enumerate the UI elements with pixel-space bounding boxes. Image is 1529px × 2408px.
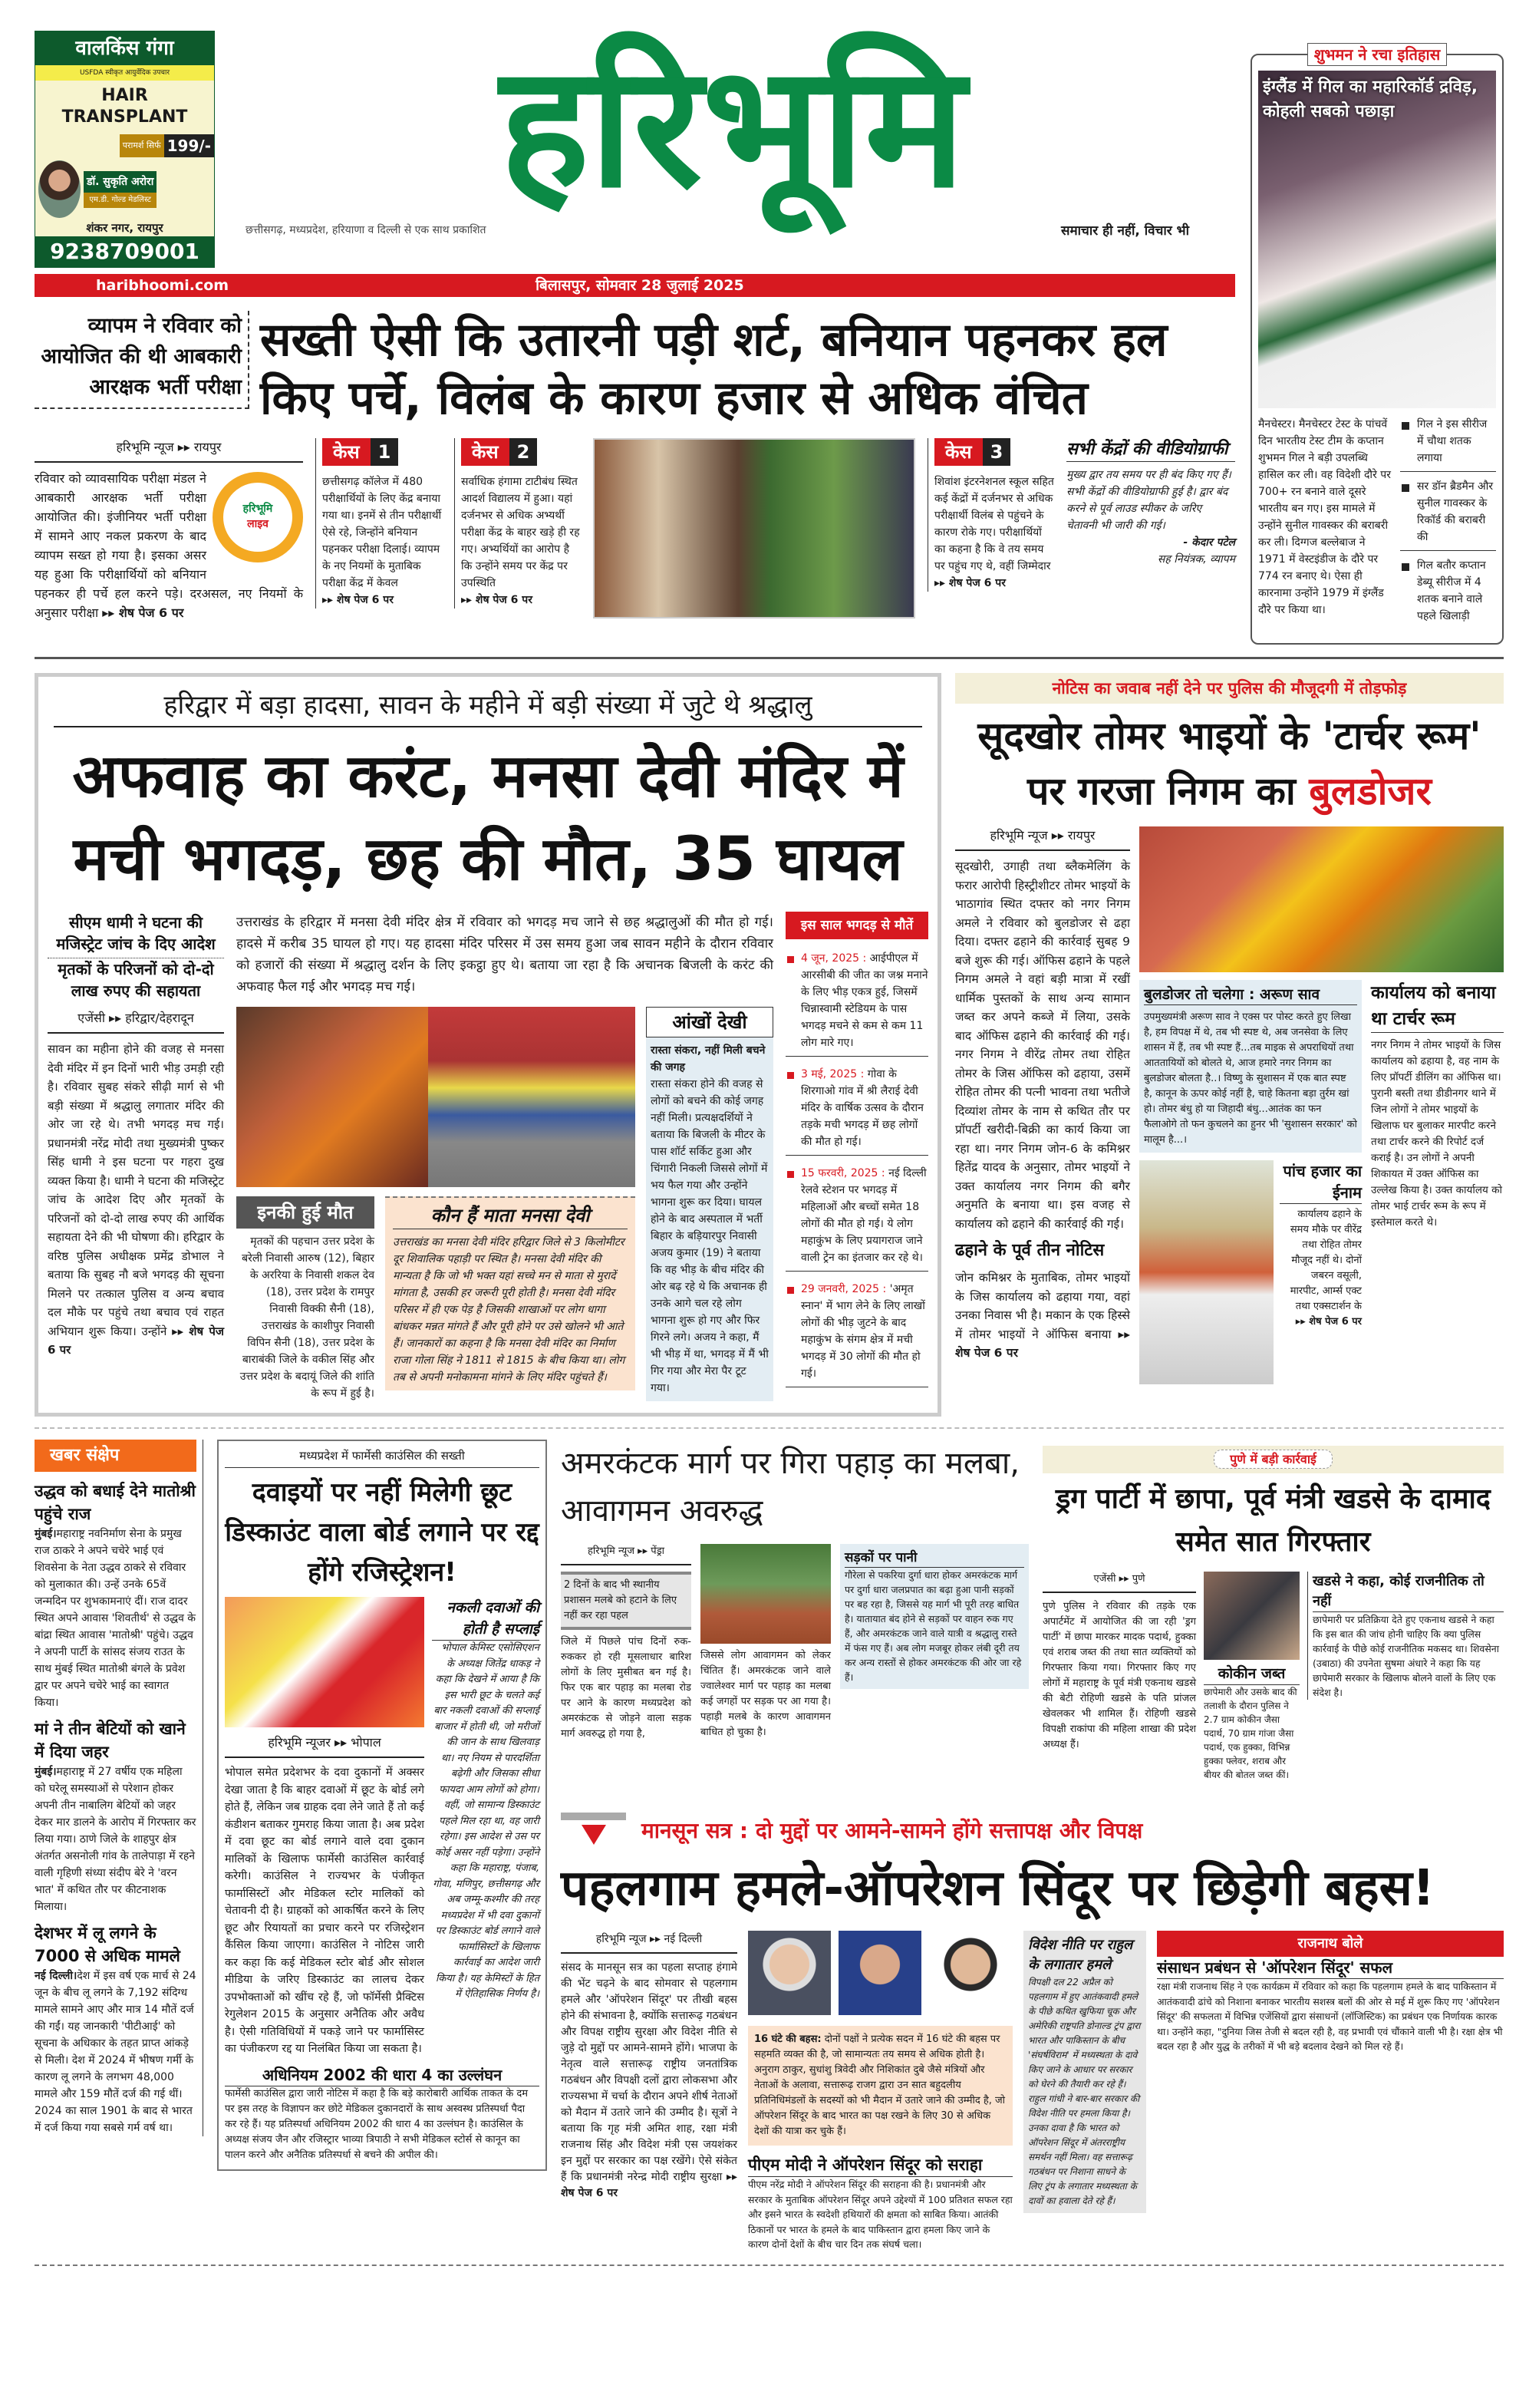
haridwar-story bbox=[35, 673, 941, 1417]
pharmacy-body: भोपाल समेत प्रदेशभर के दवा दुकानों में अक्सर देखा जाता है कि बाहर दवाओं में छूट के बोर्ड लगे होते हैं, लेकिन जब ग्राहक दवा लेने जाते हैं तो कई कंडीशन बताकर गुमराह किया जाता है। अब प्रदेश में दवा छूट का बोर्ड लगाने वाले दवा दुकान मालिकों के खिलाफ फार्मेसी काउंसिल कार्रवाई करेगी। काउंसिल ने राज्यभर के पंजीकृत फार्मासिस्टों और मेडिकल स्टोर मालिकों को चेतावनी दी है। ग्राहकों को आकर्षित करने के लिए छूट और रियायतों का प्रचार करने पर रजिस्ट्रेशन कैंसिल किया जाएगा। काउंसिल ने नोटिस जारी कर कहा कि कई मेडिकल स्टोर बोर्ड और सोशल मीडिया के जरिए डिस्काउंट का लालच देकर उपभोक्ताओं को खींच रहे हैं, जो फॉर्मेसी प्रैक्टिस रेगुलेशन 2015 के अनुसार अनैतिक और अवैध है। ऐसी गतिविधियों में पकड़े जाने पर फार्मासिस्ट का पंजीकरण रद्द या निलंबित किया जा सकता है। bbox=[225, 1766, 424, 2055]
sao-head: बुलडोजर तो चलेगा : अरूण साव bbox=[1144, 985, 1357, 1005]
byline: हरिभूमि न्यूज ▸▸ रायपुर bbox=[955, 826, 1130, 851]
byline: हरिभूमि न्यूज ▸▸ नई दिल्ली bbox=[561, 1931, 737, 1954]
case-text: सर्वाधिक हंगामा टाटीबंध स्थित आदर्श विद्यालय में हुआ। यहां दर्जनभर से अधिक अभ्यर्थी परीक्षा केंद्र के बाहर खड़े ही रह गए। अभ्यर्थियों का आरोप है कि उन्होंने समय पर केंद्र पर उपस्थिति bbox=[461, 476, 580, 589]
case-tag bbox=[322, 438, 398, 466]
tomar-right-left bbox=[1139, 980, 1362, 1384]
case-text: शिवांश इंटरनेशनल स्कूल सहित कई केंद्रों में दर्जनभर से अधिक परीक्षार्थी विलंब से पहुंचने के कारण रोके गए। परीक्षार्थियों का कहना है कि वे तय समय पर पहुंच गए थे, वहीं जिम्मेदार bbox=[934, 476, 1054, 572]
boxes-row bbox=[236, 1196, 635, 1402]
list-item bbox=[786, 1281, 928, 1387]
masthead-taglines bbox=[230, 223, 1235, 239]
sidebar-body: मैनचेस्टर। मैनचेस्टर टेस्ट के पांचवें दिन भारतीय टेस्ट टीम के कप्तान शुभमन गिल ने बड़ी उपलब्धि हासिल कर ली। वह विदेशी दौरे पर 700+ रन बनाने वाले दूसरे भारतीय बन गए। इस मामले में उन्होंने सुनील गावस्कर की बराबरी कर ली। दिग्गज बल्लेबाज ने 1971 में वेस्टइंडीज के दौरे पर 774 रन बनाए थे। ऐसा ही कारनामा उन्होंने 1979 में इंग्लैंड दौरे पर किया था। bbox=[1258, 418, 1391, 616]
hair-transplant-ad[interactable] bbox=[35, 31, 215, 268]
lead-headline[interactable]: सख्ती ऐसी कि उतारनी पड़ी शर्ट, बनियान पहनकर हल किए पर्चे, विलंब के कारण हजार से अधिक वंचित bbox=[260, 313, 1168, 425]
amarkantak-headline[interactable]: अमरकंटक मार्ग पर गिरा पहाड़ का मलबा, आवागमन अवरुद्ध bbox=[561, 1446, 1020, 1529]
mansa-body: उत्तराखंड का मनसा देवी मंदिर हरिद्वार जिले से 3 किलोमीटर दूर शिवालिक पहाड़ी पर स्थित है। मनसा देवी मंदिर की मान्यता है कि जो भी भक्त यहां सच्चे मन से माता से मुरादें मांगता है, उसकी हर जरूरी पूरी होती है। मनसा देवी मंदिर परिसर में ही एक पेड़ है जिसकी शाखाओं पर लोग धागा बांधकर मन्नत मांगते हैं और पूरी होने पर उसे खोलने भी आते हैं। जानकारों का कहना है कि मनसा देवी मंदिर का निर्माण राजा गोला सिंह ने 1811 से 1815 के बीच किया था। लोग तब से अपनी मनोकामना मांगने के लिए मंदिर पहुंचते हैं। bbox=[393, 1236, 625, 1384]
fake-medicine-body: भोपाल केमिस्ट एसोसिएशन के अध्यक्ष जितेंद्र धाकड़ ने कहा कि देखने में आया है कि इस भारी छूट के चलते कई बार नकली दवाओं की सप्लाई बाजार में होती थी, जो मरीजों की जान के साथ खिलवाड़ था। नए नियम से पारदर्शिता बढ़ेगी और जिसका सीधा फायदा आम लोगों को होगा। वहीं, जो सामान्य डिस्काउंट पहले मिल रहा था, वह जारी रहेगा। इस आदेश से उस पर कोई असर नहीं पड़ेगा। उन्होंने कहा कि महाराष्ट्र, पंजाब, गोवा, मणिपुर, छत्तीसगढ़ और अब जम्मू-कश्मीर की तरह मध्यप्रदेश में भी दवा दुकानों पर डिस्काउंट बोर्ड लगाने वाले फार्मासिस्टों के खिलाफ कार्रवाई का आदेश जारी किया है। यह केमिस्टों के हित में ऐतिहासिक निर्णय है। bbox=[433, 1642, 539, 2000]
website-link[interactable]: haribhoomi.com bbox=[96, 277, 229, 294]
ad-doctor: डॉ. सुकृति अरोरा bbox=[84, 171, 157, 193]
sidebar-kicker-wrap bbox=[1258, 45, 1496, 64]
brief-body bbox=[35, 1526, 196, 1711]
quote-title: सह नियंत्रक, व्यापम bbox=[1157, 553, 1235, 566]
pune-kicker-wrap bbox=[1043, 1446, 1504, 1473]
haridwar-center bbox=[236, 912, 773, 1402]
case-tag bbox=[934, 438, 1010, 466]
item-text: गोवा के शिरगाओ गांव में श्री लैराई देवी मंदिर के वार्षिक उत्सव के दौरान तड़के मची भगदड़ में छह लोगों की मौत हो गई। bbox=[801, 1068, 924, 1148]
case-2 bbox=[454, 438, 581, 609]
brief-body bbox=[35, 1763, 196, 1915]
lead-side-head: व्यापम ने रविवार को आयोजित की थी आबकारी आरक्षक भर्ती परीक्षा bbox=[35, 311, 249, 409]
ad-fee: 199/- bbox=[164, 134, 214, 157]
byline: एजेंसी ▸▸ पुणे bbox=[1043, 1572, 1196, 1593]
pune-story bbox=[1043, 1440, 1504, 1782]
haridwar-content bbox=[48, 912, 928, 1402]
rajnath-body: रक्षा मंत्री राजनाथ सिंह ने एक कार्यक्रम में रविवार को कहा कि पहलगाम हमले के बाद पाकिस्तान में आतंकवादी ढांचे को निशाना बनाकर भारतीय सशस्त्र बलों की ओर से मई में शुरू किए गए 'ऑपरेशन सिंदूर' की सफलता में विभिन्न एजेंसियों द्वारा संसाधनों (लॉजिस्टिक) का प्रबंधन एक निर्णायक कारक था। उन्होंने कहा, "दुनिया जिस तेजी से बदल रही है, वह प्रभावी एवं चौंकाने वाली भी है। रक्षा क्षेत्र भी बदल रहा है और युद्ध के तरीकों में भी बड़े बदलाव देखने को मिल रहे हैं। bbox=[1157, 1981, 1503, 2052]
monsoon-kicker-row bbox=[561, 1813, 1504, 1849]
deceased-head: इनकी हुई मौत bbox=[236, 1196, 374, 1229]
brief-place: मुंबई। bbox=[35, 1766, 57, 1778]
monsoon-story bbox=[561, 1931, 737, 2202]
item-date: 15 फरवरी, 2025 : bbox=[801, 1167, 885, 1179]
notice-body bbox=[955, 1268, 1130, 1363]
tomar-right-row bbox=[1139, 980, 1504, 1384]
top-section bbox=[35, 28, 1504, 645]
ad-degree: एम.डी. गोल्ड मेडलिस्ट bbox=[84, 193, 157, 208]
masthead-row bbox=[35, 28, 1235, 268]
byline: हरिभूमि न्यूज ▸▸ पेंड्रा bbox=[561, 1544, 691, 1565]
ad-fee-label: परामर्श सिर्फ bbox=[120, 134, 164, 157]
act-head: अधिनियम 2002 की धारा 4 का उल्लंघन bbox=[225, 2064, 539, 2086]
bullet-item: गिल ने इस सीरीज में चौथा शतक लगाया bbox=[1400, 416, 1496, 472]
divider bbox=[35, 1427, 1504, 1429]
ad-address: शंकर नगर, रायपुर bbox=[86, 221, 163, 235]
haridwar-headline-1[interactable]: अफवाह का करंट, मनसा देवी मंदिर में bbox=[72, 742, 904, 811]
rahul-photo bbox=[929, 1931, 1012, 2015]
tomar-body: सूदखोरी, उगाही तथा ब्लैकमेलिंग के फरार आरोपी हिस्ट्रीशीटर तोमर भाइयों के भाठागांव स्थित दफ्तर को नगर निगम अमले ने रविवार को बुलडोजर से ढहा दिया। दफ्तर ढहाने की कार्रवाई सुबह 9 बजे शुरू की गई। ऑफिस ढहाने के पहले निगम अमले ने वहां बड़ी मात्रा में रखीं धार्मिक पुस्तकों के साथ अन्य सामान जब्त कर अपने कब्जे में लिया, उसके बाद ऑफिस ढहाने की कार्रवाई की गई। नगर निगम ने वीरेंद्र तोमर तथा रोहित तोमर के जिस ऑफिस को ढहाया, उसमें रोहित तोमर की पत्नी भावना तथा भतीजे दिव्यांश तोमर के नाम से कथित तौर पर प्रॉपर्टी खरीदी-बिक्री का कार्य किया जा रहा था। नगर निगम जोन-6 के कमिश्नर हितेंद्र यादव के अनुसार, तोमर भाइयों ने उक्त कार्यालय नगर निगम की बगैर अनुमति के बनाया था। इस वजह से कार्यालय को ढहाने की कार्रवाई की गई। bbox=[955, 859, 1130, 1231]
rajnath-tag: राजनाथ बोले bbox=[1157, 1931, 1504, 1957]
tomar-headline-a: सूदखोर तोमर भाइयों के 'टार्चर रूम' पर गरजा निगम का bbox=[977, 714, 1481, 813]
sidebar-bullets bbox=[1400, 416, 1496, 635]
act-body: फार्मेसी काउंसिल द्वारा जारी नोटिस में कहा है कि बड़े कारोबारी आर्थिक ताकत के दम पर इस तरह के विज्ञापन कर छोटे मेडिकल दुकानदारों के साथ अस्वस्थ प्रतिस्पर्धा पैदा कर रहे हैं। यह प्रतिस्पर्धा अधिनियम 2002 की धारा 4 का उल्लंघन है। काउंसिल के अध्यक्ष संजय जैन और रजिस्ट्रार भाव्या त्रिपाठी ने सभी मेडिकल स्टोर्स से कानून का पालन करने और अनैतिक प्रतिस्पर्धा से बचने की अपील की। bbox=[225, 2087, 529, 2161]
case-3 bbox=[928, 438, 1054, 592]
deceased-box bbox=[236, 1196, 374, 1402]
brief-place: नई दिल्ली। bbox=[35, 1970, 77, 1982]
amarkantak-col-2 bbox=[700, 1544, 831, 1740]
pune-col-1 bbox=[1043, 1572, 1196, 1753]
eyewitness-sub: रास्ता संकरा, नहीं मिली बचने की जगह bbox=[651, 1044, 766, 1074]
photo-caption: इंग्लैंड में गिल का महारिकॉर्ड द्रविड़, कोहली सबको पछाड़ा bbox=[1263, 78, 1478, 121]
fake-medicine-head: नकली दवाओं की होती है सप्लाई bbox=[432, 1597, 539, 1641]
cocaine-head: कोकीन जब्त bbox=[1204, 1663, 1300, 1685]
rahul-body: विपक्षी दल 22 अप्रैल को पहलगाम में हुए आतंकवादी हमले के पीछे कथित खुफिया चूक और अमेरिकी राष्ट्रपति डोनाल्ड ट्रंप द्वारा भारत और पाकिस्तान के बीच 'संघर्षविराम' में मध्यस्थता के दावे किए जाने के आधार पर सरकार को घेरने की तैयारी कर रहे हैं। राहुल गांधी ने बार-बार सरकार की विदेश नीति पर हमला किया है। उनका दावा है कि भारत को ऑपरेशन सिंदूर में अंतरराष्ट्रीय समर्थन नहीं मिला। वह सत्तारूढ़ गठबंधन पर निशाना साधने के लिए ट्रंप के लगातार मध्यस्थता के दावों का हवाला देते रहे हैं। bbox=[1028, 1977, 1141, 2206]
modi-praise-box bbox=[748, 2153, 1013, 2252]
brief-head: उद्धव को बधाई देने मातोश्री पहुंचे राज bbox=[35, 1482, 196, 1523]
live-logo-a: हरिभूमि bbox=[242, 503, 273, 515]
amarkantak-col-1 bbox=[561, 1544, 691, 1742]
amarkantak-pune-row bbox=[561, 1440, 1504, 1782]
khadse-body: छापेमारी पर प्रतिक्रिया देते हुए एकनाथ खडसे ने कहा कि इस बात की जांच होनी चाहिए कि क्या पुलिस कार्रवाई के पीछे कोई राजनीतिक मकसद था। शिवसेना (उबाठा) की उपनेता सुषमा अंधारे ने कहा कि यह छापेमारी सरकार के खिलाफ बोलने वालों के लिए एक संदेश है। bbox=[1313, 1614, 1499, 1698]
stampede-photo bbox=[236, 1007, 428, 1187]
continued-link[interactable]: ▸▸ शेष पेज 6 पर bbox=[102, 605, 184, 620]
modi-photo bbox=[748, 1931, 831, 2015]
fake-medicine-box bbox=[432, 1597, 539, 2003]
haridwar-left-col bbox=[48, 912, 224, 1360]
news-brief-label: खबर संक्षेप bbox=[35, 1440, 196, 1472]
mansa-head: कौन हैं माता मनसा देवी bbox=[393, 1202, 628, 1229]
list-item bbox=[786, 950, 928, 1057]
eyewitness-content bbox=[646, 1037, 773, 1401]
rahul-box bbox=[1023, 1931, 1146, 2213]
brief-text: महाराष्ट्र में 27 वर्षीय एक महिला को घरेलू समस्याओं से परेशान होकर अपनी तीन नाबालिग बेटियों को जहर देकर मार डालने के आरोप में गिरफ्तार कर लिया गया। ठाणे जिले के शाहपुर क्षेत्र अंतर्गत असनोली गांव के तालेपाड़ा में रहने वाली गृहिणी संध्या संदीप बेरे ने 'वरन भात' में कथित तौर पर कीटनाशक मिलाया। bbox=[35, 1766, 196, 1913]
deceased-body: मृतकों की पहचान उत्तर प्रदेश के बरेली निवासी आरुष (12), बिहार के अररिया के निवासी शकल देव (18), उत्तर प्रदेश के रामपुर निवासी विक्की सैनी (18), उत्तराखंड के काशीपुर निवासी विपिन सैनी (18), उत्तर प्रदेश के बाराबंकी जिले के वकील सिंह और उत्तर प्रदेश के बदायूं जिले की शांति के रूप में हुई है। bbox=[239, 1235, 374, 1400]
divider bbox=[35, 657, 1504, 659]
tomar-content bbox=[955, 826, 1504, 1384]
ad-phone[interactable]: 9238709001 bbox=[35, 236, 214, 267]
ad-brand: वालकिंस गंगा bbox=[35, 31, 214, 65]
item-text: नई दिल्ली रेलवे स्टेशन पर भगदड़ में महिलाओं और बच्चों समेत 18 लोगों की मौत हो गई। ये लोग महाकुंभ के लिए प्रयागराज जाने वाली ट्रेन का इंतजार कर रहे थे। bbox=[801, 1167, 927, 1264]
case-number: 1 bbox=[371, 438, 399, 466]
lead-content-row bbox=[35, 438, 1235, 622]
house-row bbox=[1139, 1160, 1362, 1384]
mansa-devi-box bbox=[385, 1196, 635, 1390]
debate-box bbox=[748, 2026, 1013, 2146]
eyewitness-box bbox=[646, 1007, 773, 1401]
tomar-right bbox=[1139, 826, 1504, 1384]
ad-service: HAIR TRANSPLANT bbox=[61, 86, 188, 127]
item-text: 'अमृत स्नान' में भाग लेने के लिए लाखों लोगों की भीड़ जुटने के बाद महाकुंभ के संगम क्षेत्र में मची भगदड़ में 30 लोगों की मौत हो गई। bbox=[801, 1283, 925, 1380]
debate-body: दोनों पक्षों ने प्रत्येक सदन में 16 घंटे की बहस पर सहमति व्यक्त की है, जो सामान्यतः तय समय से अधिक होती है। अनुराग ठाकुर, सुधांशु त्रिवेदी और निशिकांत दुबे जैसे मंत्रियों और नेताओं के अलावा, सत्तारूढ़ राजग द्वारा उन सात बहुदलीय प्रतिनिधिमंडलों के सदस्यों को भी मैदान में उतारे जाने की उम्मीद है, जो ऑपरेशन सिंदूर के बाद भारत का पक्ष रखने के लिए 30 से अधिक देशों की यात्रा कर चुके हैं। bbox=[754, 2034, 1006, 2137]
stampede-deaths-this-year bbox=[786, 912, 928, 1397]
side-head-2: मृतकों के परिजनों को दो-दो लाख रुपए की सहायता bbox=[58, 960, 214, 1000]
byline: हरिभूमि न्यूजर ▸▸ भोपाल bbox=[225, 1733, 424, 1758]
tomar-headline-b: बुलडोजर bbox=[1309, 769, 1432, 813]
case-label: केस bbox=[934, 438, 983, 466]
cocaine-body: छापेमारी और उसके बाद की तलाशी के दौरान पुलिस ने 2.7 ग्राम कोकीन जैसा पदार्थ, 70 ग्राम गांजा जैसा पदार्थ, एक हुक्का, विभिन्न हुक्का फ्लेवर, शराब और बीयर की बोतल जब्त कीं। bbox=[1204, 1687, 1297, 1780]
masthead bbox=[230, 28, 1235, 239]
year-head: इस साल भगदड़ से मौतें bbox=[786, 912, 928, 939]
rahul-head: विदेश नीति पर राहुल के लगातार हमले bbox=[1028, 1937, 1133, 1973]
landslide-road-photo bbox=[700, 1544, 831, 1644]
continued-link[interactable]: ▸▸ शेष पेज 6 पर bbox=[561, 2171, 738, 2199]
continued-link[interactable]: ▸▸ शेष पेज 6 पर bbox=[1295, 1316, 1362, 1328]
water-head: सड़कों पर पानी bbox=[845, 1549, 1024, 1568]
monsoon-body bbox=[561, 1960, 737, 2202]
continued-link[interactable]: ▸▸ शेष पेज 6 पर bbox=[322, 594, 394, 606]
bullet-item: सर डॉन ब्रैडमैन और सुनील गावस्कर के रिकॉर्ड की बराबरी की bbox=[1400, 478, 1496, 551]
continued-link[interactable]: ▸▸ शेष पेज 6 पर bbox=[934, 577, 1006, 589]
raid-photo bbox=[1204, 1572, 1300, 1660]
haridwar-left-body bbox=[48, 1040, 224, 1360]
tomar-story-section bbox=[955, 673, 1504, 1384]
notice-text: जोन कमिश्नर के मुताबिक, तोमर भाइयों के जिस कार्यालय को ढहाया गया, वहां उनका निवास भी है। मकान के एक हिस्से में तोमर भाइयों ने ऑफिस बनाया bbox=[955, 1271, 1130, 1341]
khadse-head: खडसे ने कहा, कोई राजनीतिक तो नहीं bbox=[1313, 1572, 1504, 1612]
case-label: केस bbox=[461, 438, 509, 466]
office-head: कार्यालय को बनाया था टार्चर रूम bbox=[1371, 980, 1504, 1033]
continued-link[interactable]: ▸▸ शेष पेज 6 पर bbox=[955, 1327, 1130, 1360]
bullet-item: गिल बतौर कप्तान डेब्यू सीरीज में 4 शतक बनाने वाले पहले खिलाड़ी bbox=[1400, 557, 1496, 629]
middle-section bbox=[35, 673, 1504, 1417]
videography-head: सभी केंद्रों की वीडियोग्राफी bbox=[1066, 438, 1235, 462]
left-body-text: सावन का महीना होने की वजह से मनसा देवी मंदिर में इन दिनों भारी भीड़ उमड़ी रही है। रविवार सुबह संकरे सीढ़ी मार्ग से भी बड़ी संख्या में श्रद्धालु लगातार मंदिर की ओर जा रहे थे। तभी भगदड़ मच गई। प्रधानमंत्री नरेंद्र मोदी तथा मुख्यमंत्री पुष्कर सिंह धामी ने इस घटना पर गहरा दुख व्यक्त किया है। धामी ने घटना की मजिस्ट्रेट जांच के आदेश दिए और मृतकों के परिजनों को दो-दो लाख रुपए की आर्थिक सहायता देने की भी घोषणा की। हरिद्वार के वरिष्ठ पुलिस अधीक्षक प्रमेंद्र डोभाल ने बताया कि सुबह नौ बजे भगदड़ की सूचना मिलने पर तत्काल पुलिस व अन्य बचाव दल मौके पर पहुंचे तथा बचाव एवं राहत अभियान शुरू किया। उन्होंने bbox=[48, 1042, 224, 1338]
case-number: 3 bbox=[983, 438, 1011, 466]
lead-story bbox=[35, 438, 303, 622]
police-at-temple-steps-photo bbox=[428, 1007, 635, 1187]
pune-kicker: पुणे में बड़ी कार्रवाई bbox=[1214, 1450, 1333, 1469]
rajnath-photo bbox=[839, 1931, 921, 2015]
rajnath-box bbox=[1157, 1931, 1504, 2054]
byline: एजेंसी ▸▸ हरिद्वार/देहरादून bbox=[48, 1009, 224, 1034]
lead-body bbox=[35, 469, 303, 622]
haridwar-headline-2[interactable]: मची भगदड़, छह की मौत, 35 घायल bbox=[73, 825, 903, 894]
masthead-tagline-left: छत्तीसगढ़, मध्यप्रदेश, हरियाणा व दिल्ली से एक साथ प्रकाशित bbox=[245, 224, 486, 236]
quote-name: - केदार पटेल bbox=[1183, 536, 1235, 549]
medicine-pills-photo bbox=[225, 1597, 424, 1727]
pune-body: पुणे पुलिस ने रविवार की तड़के एक अपार्टमेंट में आयोजित की जा रही 'ड्रग पार्टी' में छापा मारकर मादक पदार्थ, हुक्का एवं शराब जब्त की तथा सात व्यक्तियों को गिरफ्तार किया गया। गिरफ्तार किए गए लोगों में महाराष्ट्र के पूर्व मंत्री एकनाथ खडसे की बेटी रोहिणी खडसे के पति प्रांजल खेवलकर भी शामिल हैं। रोहिणी खडसे विपक्षी राकांपा की महिला शाखा की प्रदेश अध्यक्ष हैं। bbox=[1043, 1601, 1196, 1750]
side-head-1: सीएम धामी ने घटना की मजिस्ट्रेट जांच के दिए आदेश bbox=[48, 912, 224, 958]
doctor-photo bbox=[38, 160, 81, 218]
date-bar bbox=[35, 274, 1235, 297]
monsoon-content bbox=[561, 1931, 1504, 2252]
top-left-area bbox=[35, 28, 1235, 622]
continued-link[interactable]: ▸▸ शेष पेज 6 पर bbox=[48, 1324, 224, 1357]
news-brief-column bbox=[35, 1440, 203, 2136]
brief-body bbox=[35, 1968, 196, 2136]
water-on-roads-box bbox=[840, 1544, 1029, 1689]
pharmacy-headline[interactable]: दवाइयों पर नहीं मिलेगी छूट डिस्काउंट वाला बोर्ड लगाने पर रद्द होंगे रजिस्ट्रेशन! bbox=[225, 1477, 539, 1588]
office-body: नगर निगम ने तोमर भाइयों के जिस कार्यालय को ढहाया है, वह नाम के लिए प्रॉपर्टी डीलिंग का ऑफिस था। पुरानी बस्ती तथा डीडीनगर थाने में जिन लोगों ने तोमर भाइयों के खिलाफ घर बुलाकर मारपीट करने तथा टार्चर करने की रिपोर्ट दर्ज कराई है। उन लोगों ने अपनी शिकायत में उक्त ऑफिस का उल्लेख किया है। उक्त कार्यालय को तोमर भाई टार्चर रूम के रूप में इस्तेमाल करते थे। bbox=[1371, 1039, 1502, 1229]
pune-col-3 bbox=[1307, 1572, 1504, 1700]
eyewitness-head: आंखों देखी bbox=[646, 1007, 773, 1037]
item-date: 29 जनवरी, 2025 : bbox=[801, 1283, 887, 1295]
brief-text: देश में इस वर्ष एक मार्च से 24 जून के बीच लू लगने के 7,192 संदिग्ध मामले सामने आए और मात्र 14 मौतें दर्ज की गईं। यह जानकारी 'पीटीआई' को सूचना के अधिकार के तहत प्राप्त आंकड़े से मिली। देश में 2024 में भीषण गर्मी के कारण लू लगने के लगभग 48,000 मामले और 159 मौतें दर्ज की गई थीं। 2024 का साल 1901 के बाद से भारत में दर्ज किया गया सबसे गर्म वर्ष था। bbox=[35, 1970, 196, 2134]
monsoon-chevron-icon bbox=[561, 1813, 626, 1849]
pune-content bbox=[1043, 1572, 1504, 1782]
bottom-right bbox=[561, 1440, 1504, 2252]
pune-col-2 bbox=[1204, 1572, 1300, 1782]
masthead-tagline-right: समाचार ही नहीं, विचार भी bbox=[1061, 223, 1189, 239]
bottom-section bbox=[35, 1440, 1504, 2252]
tomar-house-photo bbox=[1139, 1160, 1274, 1384]
item-date: 4 जून, 2025 : bbox=[801, 952, 867, 965]
pune-headline[interactable]: ड्रग पार्टी में छापा, पूर्व मंत्री खडसे के दामाद समेत सात गिरफ्तार bbox=[1056, 1483, 1491, 1558]
haribhoomi-live-logo bbox=[213, 472, 303, 562]
bulldozer-photo bbox=[1139, 826, 1504, 972]
pharmacy-story bbox=[217, 1440, 547, 2171]
pharmacy-content bbox=[225, 1597, 539, 2058]
live-logo-b: लाइव bbox=[247, 518, 269, 530]
masthead-logo[interactable]: हरिभूमि bbox=[499, 28, 966, 225]
brief-head: देशभर में लू लगने के 7000 से अधिक मामले bbox=[35, 1924, 180, 1965]
list-item bbox=[786, 1066, 928, 1156]
eyewitness-body: रास्ता संकरा होने की वजह से लोगों को बचने की कोई जगह नहीं मिली। प्रत्यक्षदर्शियों ने बताया कि बिजली के मीटर के पास शॉर्ट सर्किट हुआ और चिंगारी निकली जिससे लोगों में भय फैल गया और उन्होंने भागना शुरू कर दिया। घायल होने के बाद अस्पताल में भर्ती बिहार के बड़ियारपुर निवासी अजय कुमार (19) ने बताया कि वह भीड़ के बीच मंदिर की ओर बढ़ रहे थे कि अचानक ही उनके आगे चल रहे लोग भागना शुरू हो गए और फिर गिरने लगे। अजय ने कहा, मैं भी भीड़ में था, भगदड़ में मैं भी गिर गया और मेरा पैर टूट गया। bbox=[651, 1078, 769, 1394]
reward-box bbox=[1280, 1160, 1362, 1330]
ad-doctor-row bbox=[35, 160, 214, 218]
tomar-story bbox=[955, 826, 1130, 1363]
list-item bbox=[786, 1165, 928, 1272]
brief-text: महाराष्ट्र नवनिर्माण सेना के प्रमुख राज ठाकरे ने अपने चचेरे भाई एवं शिवसेना के नेता उद्धव ठाकरे से रविवार को मुलाकात की। उन्हें उनके 65वें जन्मदिन पर शुभकामनाएं दीं। राज दादर स्थित अपने आवास 'शिवतीर्थ' से उद्धव के बांद्रा स्थित आवास 'मातोश्री' पहुंचे। उद्धव ने अपनी पार्टी के सांसद संजय राउत के साथ मुंबई स्थित मातोश्री बंगले के प्रवेश द्वार पर अपने चचेरे भाई का स्वागत किया। bbox=[35, 1528, 196, 1709]
ad-tag: USFDA स्वीकृत आयुर्वेदिक उपचार bbox=[35, 65, 214, 81]
pull-quote: 2 दिनों के बाद भी स्थानीय प्रशासन मलबे को हटाने के लिए नहीं कर रहा पहल bbox=[561, 1572, 691, 1630]
brief-place: मुंबई। bbox=[35, 1528, 57, 1540]
case-text: छत्तीसगढ़ कॉलेज में 480 परीक्षार्थियों के लिए केंद्र बनाया गया था। इनमें से तीन परीक्षार्थी ऐसे रहे, जिन्होंने बनियान पहनकर परीक्षा दिलाई। व्यापम के नए नियमों के मुताबिक परीक्षा केंद्र में केवल bbox=[322, 476, 442, 589]
continued-link[interactable]: ▸▸ शेष पेज 6 पर bbox=[461, 594, 532, 606]
shubman-gill-photo bbox=[1258, 71, 1496, 408]
pharmacy-kicker: मध्यप्रदेश में फार्मेसी काउंसिल की सख्ती bbox=[225, 1447, 539, 1468]
monsoon-body-text: संसद के मानसून सत्र का पहला सप्ताह हंगामे की भेंट चढ़ने के बाद सोमवार से पहलगाम हमले और 'ऑपरेशन सिंदूर' पर तीखी बहस होने की संभावना है, क्योंकि सत्तारूढ़ गठबंधन और विपक्ष राष्ट्रीय सुरक्षा और विदेश नीति से जुड़े दो मुद्दों पर आमने-सामने होंगे। भाजपा के नेतृत्व वाले सत्तारूढ़ राष्ट्रीय जनतांत्रिक गठबंधन और विपक्षी दलों द्वारा लोकसभा और राज्यसभा में चर्चा के दौरान अपने शीर्ष नेताओं को मैदान में उतारे जाने की उम्मीद है। सूत्रों ने बताया कि गृह मंत्री अमित शाह, रक्षा मंत्री राजनाथ सिंह और विदेश मंत्री एस जयशंकर इन मुद्दों पर सरकार का पक्ष रखेंगे। ऐसे संकेत हैं कि प्रधानमंत्री नरेन्द्र मोदी राष्ट्रीय सुरक्षा bbox=[561, 1961, 737, 2183]
debate-lead: 16 घंटे की बहस: bbox=[754, 2034, 822, 2045]
reward-body: कार्यालय ढहाने के समय मौके पर वीरेंद्र तथा रोहित तोमर मौजूद नहीं थे। दोनों जबरन वसूली, मारपीट, आर्म्स एक्ट तथा एक्सटार्शन के bbox=[1290, 1209, 1362, 1312]
water-body: गौरेला से पकरिया दुर्गा धारा होकर अमरकंटक मार्ग पर दुर्गा धारा जलप्रपात का बढ़ा हुआ पानी सड़कों पर बह रहा है, जिससे यह मार्ग भी पूरी तरह बाधित है। यातायात बंद होने से सड़कों पर वाहन रुक गए हैं, और अमरकंटक जाने वाले यात्री व श्रद्धालु रास्ते में फंस गए हैं। अब लोग मजबूर होकर लंबी दूरी तय कर अन्य रास्तों से होकर अमरकंटक की ओर जा रहे हैं। bbox=[845, 1569, 1022, 1683]
case-tag bbox=[461, 438, 537, 466]
case-label: केस bbox=[322, 438, 371, 466]
pharmacy-main-col bbox=[225, 1597, 424, 2058]
haridwar-intro: उत्तराखंड के हरिद्वार में मनसा देवी मंदिर क्षेत्र में रविवार को भगदड़ मच जाने से छह श्रद्धालुओं की मौत हो गई। हादसे में करीब 35 घायल हो गए। यह हादसा मंदिर परिसर में उस समय हुआ जब सावन महीने के दौरान रविवार को हजारों की संख्या में श्रद्धालु दर्शन के लिए इकट्ठा हुए थे। बताया जा रहा है कि अचानक बिजली के करंट की अफवाह फैल गई और भगदड़ मच गई। bbox=[236, 915, 773, 995]
ad-fee-row bbox=[35, 134, 214, 157]
rajnath-head: संसाधन प्रबंधन से 'ऑपरेशन सिंदूर' सफल bbox=[1157, 1957, 1504, 1979]
leader-photos bbox=[748, 1931, 1013, 2015]
amarkantak-body-2: जिससे लोग आवागमन को लेकर चिंतित हैं। अमरकंटक जाने वाले ज्वालेश्वर मार्ग पर पहाड़ का मलबा कई जगहों पर सड़क पर आ गया है। पहाड़ी मलबे के कारण आवागमन बाधित हो चुका है। bbox=[700, 1650, 831, 1738]
monsoon-center bbox=[748, 1931, 1013, 2252]
lead-body-text: रविवार को व्यावसायिक परीक्षा मंडल ने आबकारी आरक्षक भर्ती परीक्षा आयोजित की। इंजीनियर भर्ती परीक्षा में सामने आए नकल प्रकरण के बाद व्यापम सख्त हो गया है। इसका असर यह हुआ कि परीक्षार्थियों को बनियान पहनकर ही पर्चे हल करने पड़े। दरअसल, नए नियमों के अनुसार परीक्षा bbox=[35, 471, 303, 620]
case-number: 2 bbox=[509, 438, 538, 466]
sidebar-kicker: शुभमन ने रचा इतिहास bbox=[1307, 43, 1448, 66]
sidebar-text-row bbox=[1258, 416, 1496, 635]
reward-head: पांच हजार का ईनाम bbox=[1280, 1160, 1362, 1204]
item-text: आईपीएल में आरसीबी की जीत का जश्न मनाने के लिए भीड़ एकत्र हुई, जिसमें चिन्नास्वामी स्टेडियम के पास भगदड़ मचने से कम से कम 11 लोग मारे गए। bbox=[801, 952, 928, 1049]
modi-body: पीएम नरेंद्र मोदी ने ऑपरेशन सिंदूर की सराहना की है। प्रधानमंत्री और सरकार के मुताबिक ऑपरेशन सिंदूर अपने उद्देश्यों में 100 प्रतिशत सफल रहा और इसने भारत के स्वदेशी हथियारों की क्षमता को साबित किया। आतंकी ठिकानों पर भारत के हमले के बाद पाकिस्तान द्वारा हमला किए जाने के कारण दोनों देशों के बीच चार दिन तक संघर्ष चला। bbox=[748, 2179, 1013, 2250]
haridwar-center-row bbox=[236, 1007, 773, 1402]
notice-head: ढहाने के पूर्व तीन नोटिस bbox=[955, 1241, 1105, 1260]
item-date: 3 मई, 2025 : bbox=[801, 1068, 865, 1080]
modi-head: पीएम मोदी ने ऑपरेशन सिंदूर को सराहा bbox=[748, 2153, 1013, 2177]
haridwar-kicker: हरिद्वार में बड़ा हादसा, सावन के महीने में बड़ी संख्या में जुटे थे श्रद्धालु bbox=[54, 688, 922, 727]
shubman-sidebar bbox=[1251, 45, 1504, 645]
arun-sao-box bbox=[1139, 980, 1362, 1153]
photos-row bbox=[236, 1007, 635, 1187]
videography-box bbox=[1066, 438, 1235, 568]
amarkantak-content bbox=[561, 1544, 1029, 1742]
byline: हरिभूमि न्यूज ▸▸ रायपुर bbox=[35, 438, 303, 463]
case-1 bbox=[315, 438, 442, 609]
lead-headline-row bbox=[35, 311, 1235, 427]
monsoon-kicker: मानसून सत्र : दो मुद्दों पर आमने-सामने होंगे सत्तापक्ष और विपक्ष bbox=[641, 1818, 1143, 1843]
dateline: बिलासपुर, सोमवार 28 जुलाई 2025 bbox=[535, 277, 744, 294]
sao-body: उपमुख्यमंत्री अरूण साव ने एक्स पर पोस्ट करते हुए लिखा है, हम विपक्ष में थे, तब भी स्पष्ट थे, अब जनसेवा के लिए शासन में हैं, तब भी स्पष्ट हैं...तब माइक से अपराधियों तथा आततायियों को बोलते थे, आज हमारे नगर निगम का बुलडोजर बोलता है..। विष्णु के सुशासन में एक बात स्पष्ट है, कानून के ऊपर कोई नहीं है, चाहे कितना बड़ा तुर्रम खां हो। तोमर बंधु हो या जिहादी बंधु...आतंक का फन फैलाओगे तो फन कुचलने का हुनर भी 'सुशासन सरकार' को मालूम है...। bbox=[1144, 1011, 1357, 1146]
amarkantak-story bbox=[561, 1440, 1029, 1742]
monsoon-headline[interactable]: पहलगाम हमले-ऑपरेशन सिंदूर पर छिड़ेगी बहस! bbox=[561, 1860, 1435, 1917]
torture-room-box bbox=[1371, 980, 1504, 1231]
tomar-headline[interactable] bbox=[955, 708, 1504, 819]
divider bbox=[35, 2265, 1504, 2266]
amarkantak-body: जिले में पिछले पांच दिनों रुक-रुककर हो रही मूसलाधार बारिश लोगों के लिए मुसीबत बन गई है। फिर एक बार पहाड़ का मलबा रोड पर आने के कारण मध्यप्रदेश को अमरकंटक से जोड़ने वाला सड़क मार्ग अवरुद्ध हो गया है, bbox=[561, 1636, 691, 1740]
exam-candidates-photo bbox=[593, 438, 915, 618]
tomar-kicker: नोटिस का जवाब नहीं देने पर पुलिस की मौजूदगी में तोड़फोड़ bbox=[955, 673, 1504, 704]
videography-body: मुख्य द्वार तय समय पर ही बंद किए गए हैं। सभी केंद्रों की वीडियोग्राफी हुई है। द्वार बंद करने से पूर्व लाउड स्पीकर के जरिए चेतावनी भी जारी की गई। bbox=[1066, 469, 1231, 532]
brief-head: मां ने तीन बेटियों को खाने में दिया जहर bbox=[35, 1720, 186, 1761]
haridwar-photos-col bbox=[236, 1007, 635, 1402]
